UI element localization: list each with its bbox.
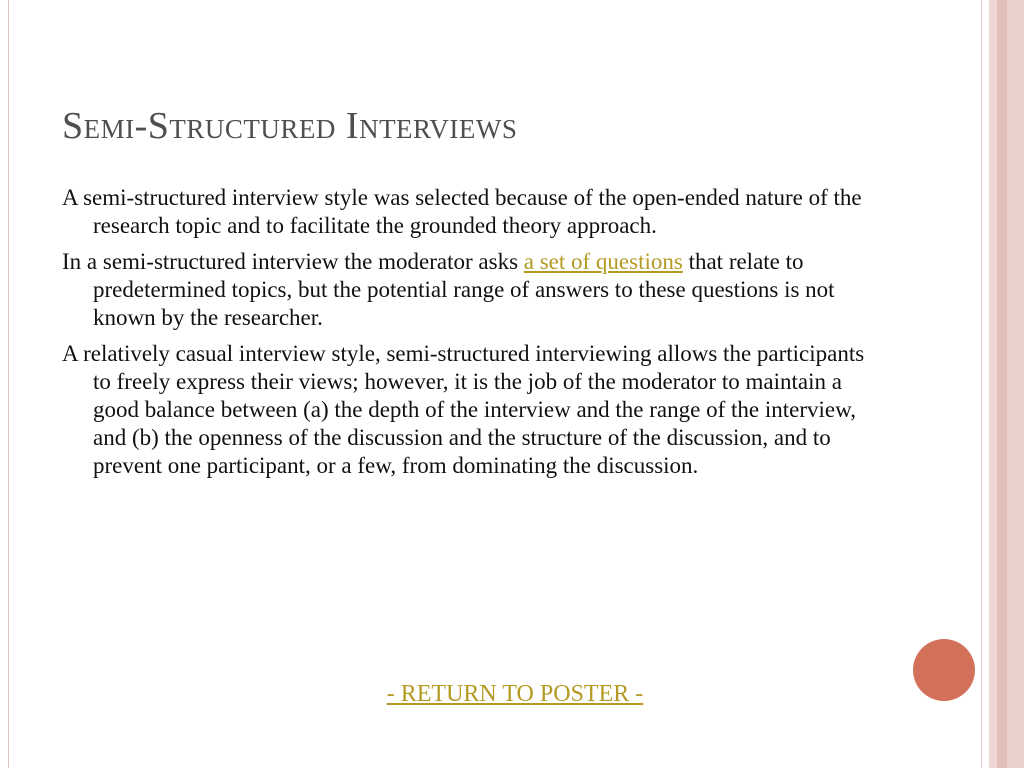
return-to-poster-link[interactable]: - RETURN TO POSTER -	[386, 681, 644, 707]
paragraph-1: A semi-structured interview style was selected because of the open-ended nature of the research topic and to facilitate the grounded theory approach.	[62, 185, 862, 238]
right-border-band	[997, 0, 1007, 768]
slide-body	[62, 184, 884, 488]
paragraph-2	[62, 248, 884, 332]
paragraph-2-text-before: In a semi-structured interview the moderator asks	[62, 249, 524, 274]
paragraph-3: A relatively casual interview style, semi-structured interviewing allows the participants to freely express their views; however, it is the job of the moderator to maintain a good balance between (a) the depth of the interview and the range of the interview, and (b) the openness of the discussion and the structure of the discussion, and to prevent one participant, or a few, from dominating the discussion.	[62, 341, 865, 478]
set-of-questions-link[interactable]: a set of questions	[523, 249, 683, 274]
slide-title: Semi-Structured Interviews	[62, 105, 518, 147]
right-border-band	[1007, 0, 1024, 768]
left-border-line	[8, 0, 9, 768]
right-border-line	[981, 0, 982, 768]
right-border-band	[989, 0, 997, 768]
paragraph-2-text-after: that relate to predetermined topics, but the potential range of answers to these questions is not known by the researcher.	[93, 249, 835, 330]
